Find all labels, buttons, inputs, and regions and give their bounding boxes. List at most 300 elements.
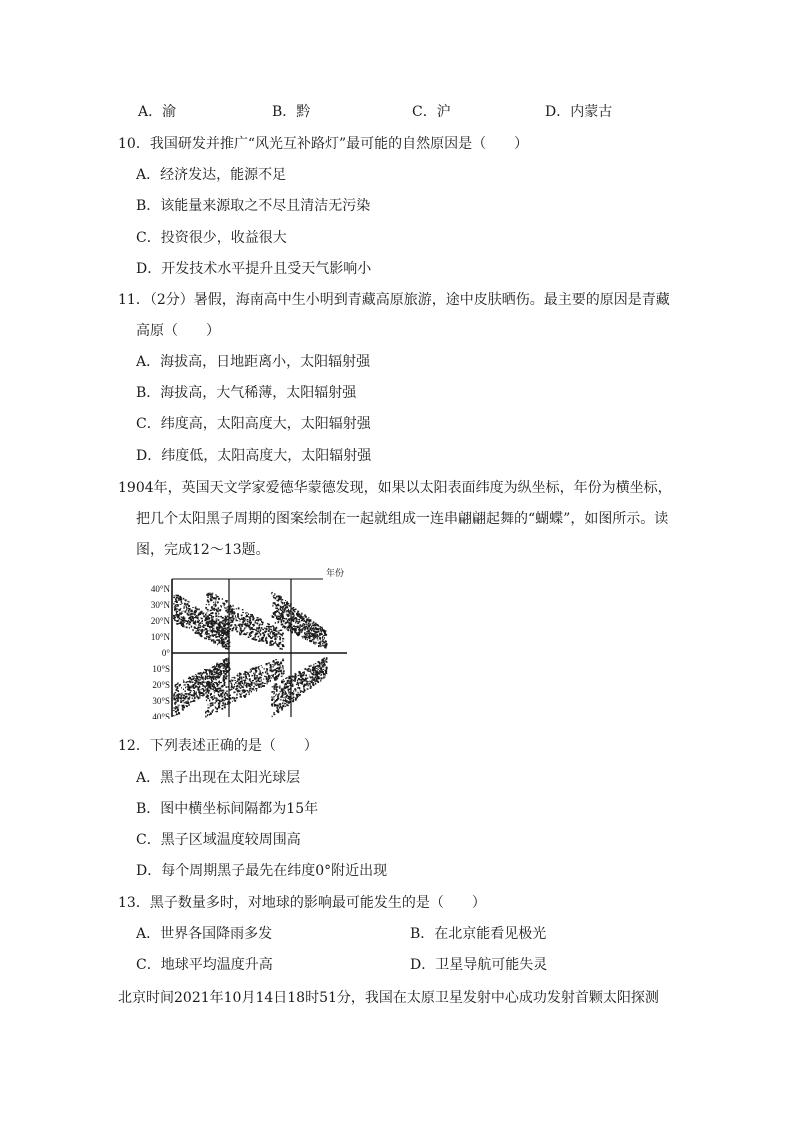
sunspot-dot — [273, 713, 274, 715]
sunspot-dot — [318, 643, 319, 644]
sunspot-dot — [216, 639, 218, 641]
sunspot-dot — [252, 688, 254, 690]
sunspot-dot — [214, 623, 215, 624]
sunspot-dot — [251, 691, 252, 692]
sunspot-dot — [282, 635, 283, 637]
butterfly-diagram-svg — [143, 567, 348, 719]
sunspot-dot — [213, 669, 215, 671]
sunspot-dot — [314, 670, 316, 672]
sunspot-dot — [259, 677, 260, 679]
sunspot-dot — [292, 612, 294, 613]
sunspot-dot — [308, 684, 310, 685]
sunspot-dot — [324, 664, 326, 666]
sunspot-dot — [214, 671, 215, 673]
sunspot-dot — [250, 614, 252, 615]
sunspot-dot — [310, 681, 311, 683]
sunspot-dot — [229, 628, 231, 630]
sunspot-dot — [173, 710, 175, 711]
sunspot-dot — [234, 699, 235, 701]
sunspot-dot — [225, 639, 227, 640]
sunspot-dot — [211, 608, 213, 610]
sunspot-dot — [189, 611, 191, 612]
sunspot-dot — [201, 629, 203, 631]
sunspot-dot — [189, 617, 191, 618]
sunspot-dot — [253, 682, 255, 683]
sunspot-dot — [201, 611, 203, 613]
q13-option-a: A．世界各国降雨多发 — [136, 926, 273, 942]
sunspot-dot — [211, 631, 213, 633]
sunspot-dot — [276, 689, 278, 691]
sunspot-dot — [242, 619, 244, 621]
sunspot-dot — [227, 619, 229, 621]
sunspot-dot — [205, 711, 207, 712]
sunspot-dot — [316, 678, 318, 680]
sunspot-dot — [248, 636, 250, 638]
sunspot-dot — [178, 614, 180, 615]
sunspot-dot — [272, 625, 274, 627]
sunspot-dot — [208, 622, 210, 623]
sunspot-dot — [218, 707, 219, 709]
sunspot-dot — [261, 685, 262, 687]
sunspot-dot — [280, 648, 282, 650]
sunspot-dot — [180, 701, 181, 703]
sunspot-dot — [291, 620, 293, 622]
sunspot-dot — [271, 637, 272, 639]
sunspot-dot — [205, 616, 206, 617]
sunspot-dot — [313, 664, 314, 665]
sunspot-dot — [239, 683, 241, 685]
sunspot-dot — [275, 608, 276, 609]
sunspot-dot — [223, 641, 225, 643]
sunspot-dot — [296, 614, 298, 615]
sunspot-dot — [202, 688, 204, 690]
sunspot-dot — [258, 685, 259, 687]
sunspot-dot — [270, 629, 272, 630]
sunspot-dot — [276, 676, 277, 677]
sunspot-dot — [211, 679, 212, 681]
sunspot-dot — [222, 646, 224, 648]
sunspot-dot — [282, 620, 283, 622]
sunspot-dot — [280, 630, 281, 631]
sunspot-dot — [182, 693, 183, 695]
sunspot-dot — [323, 664, 324, 666]
sunspot-dot — [226, 698, 228, 700]
sunspot-dot — [243, 673, 245, 674]
sunspot-dot — [197, 688, 199, 690]
sunspot-dot — [186, 609, 187, 611]
sunspot-dot — [261, 679, 262, 680]
sunspot-dot — [288, 603, 289, 604]
sunspot-dot — [271, 668, 272, 669]
sunspot-dot — [274, 665, 275, 666]
sunspot-dot — [289, 694, 291, 696]
sunspot-dot — [225, 644, 227, 646]
sunspot-dot — [284, 684, 285, 686]
sunspot-dot — [180, 700, 181, 701]
sunspot-dot — [214, 631, 216, 632]
sunspot-dot — [183, 598, 185, 600]
sunspot-dot — [274, 679, 275, 681]
sunspot-dot — [213, 689, 214, 690]
sunspot-dot — [215, 601, 216, 602]
sunspot-dot — [305, 634, 307, 635]
sunspot-dot — [246, 678, 248, 679]
sunspot-dot — [233, 609, 234, 610]
sunspot-dot — [250, 683, 252, 684]
sunspot-dot — [320, 646, 321, 647]
sunspot-dot — [246, 614, 247, 616]
sunspot-dot — [200, 689, 201, 690]
sunspot-dot — [236, 631, 238, 633]
sunspot-dot — [224, 637, 226, 638]
sunspot-dot — [228, 626, 230, 628]
sunspot-dot — [195, 617, 197, 619]
sunspot-dot — [229, 663, 230, 664]
sunspot-dot — [281, 602, 283, 604]
sunspot-dot — [276, 694, 277, 695]
sunspot-dot — [214, 641, 215, 642]
sunspot-dot — [214, 676, 216, 677]
sunspot-dot — [215, 634, 216, 636]
sunspot-dot — [194, 676, 195, 677]
sunspot-dot — [175, 684, 177, 686]
sunspot-dot — [286, 618, 287, 620]
sunspot-dot — [210, 686, 211, 687]
sunspot-dot — [318, 669, 319, 670]
sunspot-dot — [218, 607, 220, 609]
sunspot-dot — [266, 628, 268, 630]
sunspot-dot — [185, 701, 187, 702]
sunspot-dot — [241, 676, 242, 678]
sunspot-dot — [321, 659, 323, 661]
sunspot-dot — [259, 624, 260, 626]
sunspot-dot — [279, 707, 280, 709]
sunspot-dot — [188, 605, 190, 607]
sunspot-dot — [177, 708, 179, 710]
sunspot-dot — [271, 670, 272, 672]
sunspot-dot — [206, 685, 207, 687]
sunspot-dot — [245, 678, 246, 679]
sunspot-dot — [218, 674, 220, 676]
sunspot-dot — [238, 616, 240, 617]
sunspot-dot — [214, 665, 215, 666]
sunspot-dot — [191, 701, 192, 702]
sunspot-dot — [322, 643, 323, 645]
sunspot-dot — [298, 626, 300, 627]
sunspot-dot — [220, 630, 222, 631]
sunspot-dot — [229, 695, 231, 696]
sunspot-dot — [210, 688, 211, 689]
sunspot-dot — [174, 595, 175, 596]
sunspot-dot — [216, 672, 217, 674]
sunspot-dot — [279, 638, 280, 640]
sunspot-dot — [249, 634, 251, 636]
sunspot-dot — [209, 626, 211, 628]
sunspot-dot — [179, 685, 180, 687]
sunspot-dot — [288, 690, 289, 692]
sunspot-dot — [183, 698, 185, 700]
sunspot-dot — [284, 693, 286, 694]
sunspot-dot — [274, 692, 275, 694]
sunspot-dot — [283, 679, 284, 680]
sunspot-dot — [307, 635, 308, 637]
sunspot-dot — [306, 681, 308, 682]
sunspot-dot — [308, 685, 309, 686]
sunspot-dot — [265, 638, 267, 639]
sunspot-dot — [216, 615, 218, 617]
sunspot-dot — [211, 681, 212, 683]
sunspot-dot — [203, 680, 204, 681]
sunspot-dot — [258, 669, 260, 670]
sunspot-dot — [186, 626, 188, 628]
sunspot-dot — [275, 685, 277, 686]
sunspot-dot — [226, 601, 227, 603]
sunspot-dot — [228, 675, 230, 676]
sunspot-dot — [311, 641, 313, 642]
sunspot-dot — [184, 691, 186, 692]
sunspot-dot — [248, 685, 249, 686]
sunspot-dot — [310, 632, 311, 634]
sunspot-dot — [175, 696, 177, 697]
sunspot-dot — [211, 623, 213, 625]
sunspot-dot — [319, 626, 321, 627]
sunspot-dot — [176, 706, 178, 708]
sunspot-dot — [264, 668, 265, 670]
sunspot-dot — [183, 623, 184, 625]
sunspot-dot — [282, 676, 283, 677]
sunspot-dot — [219, 639, 220, 641]
sunspot-dot — [234, 697, 235, 699]
sunspot-dot — [191, 626, 193, 628]
sunspot-dot — [238, 607, 240, 609]
sunspot-dot — [300, 683, 302, 684]
sunspot-dot — [218, 598, 220, 600]
sunspot-dot — [274, 629, 275, 631]
sunspot-dot — [196, 625, 197, 626]
sunspot-dot — [277, 707, 278, 709]
sunspot-dot — [214, 690, 216, 691]
sunspot-dot — [218, 666, 219, 668]
sunspot-dot — [175, 686, 176, 688]
sunspot-dot — [296, 620, 298, 621]
sunspot-dot — [286, 686, 288, 688]
sunspot-dot — [289, 605, 291, 607]
sunspot-dot — [206, 700, 207, 702]
sunspot-dot — [203, 672, 204, 674]
sunspot-dot — [178, 609, 179, 611]
sunspot-dot — [175, 700, 177, 701]
sunspot-dot — [318, 676, 320, 678]
sunspot-dot — [173, 715, 174, 716]
sunspot-dot — [302, 672, 304, 674]
sunspot-dot — [271, 699, 273, 700]
sunspot-dot — [281, 600, 282, 602]
sunspot-dot — [273, 661, 275, 663]
sunspot-dot — [282, 665, 284, 666]
sunspot-dot — [266, 626, 268, 627]
sunspot-dot — [304, 629, 306, 630]
sunspot-dot — [223, 704, 225, 705]
sunspot-dot — [278, 618, 280, 619]
sunspot-dot — [237, 675, 238, 676]
sunspot-dot — [276, 643, 277, 644]
sunspot-dot — [259, 638, 261, 639]
sunspot-dot — [217, 699, 219, 700]
sunspot-dot — [268, 662, 270, 663]
sunspot-dot — [311, 680, 312, 682]
sunspot-dot — [291, 617, 293, 619]
sunspot-dot — [184, 695, 185, 696]
sunspot-dot — [218, 675, 219, 677]
sunspot-dot — [187, 698, 189, 700]
sunspot-dot — [215, 707, 216, 709]
sunspot-dot — [225, 621, 226, 623]
sunspot-dot — [278, 605, 280, 606]
sunspot-dot — [303, 618, 304, 620]
sunspot-dot — [174, 606, 175, 607]
sunspot-dot — [224, 683, 226, 685]
sunspot-dot — [315, 627, 317, 629]
sunspot-dot — [197, 628, 199, 629]
intro-line-3: 图，完成12～13题。 — [136, 542, 270, 558]
sunspot-dot — [175, 708, 177, 710]
sunspot-dot — [232, 628, 234, 630]
q10-option-a: A．经济发达，能源不足 — [136, 167, 287, 183]
sunspot-dot — [312, 633, 314, 635]
sunspot-dot — [228, 658, 230, 659]
sunspot-dot — [290, 680, 292, 681]
sunspot-dot — [225, 692, 226, 693]
sunspot-dot — [270, 636, 271, 638]
sunspot-dot — [294, 630, 296, 632]
sunspot-dot — [268, 626, 270, 628]
sunspot-dot — [285, 698, 286, 700]
sunspot-dot — [306, 623, 308, 624]
q13-option-b: B．在北京能看见极光 — [410, 926, 547, 942]
sunspot-dot — [229, 646, 231, 647]
sunspot-dot — [216, 610, 218, 612]
sunspot-dot — [273, 602, 275, 604]
sunspot-dot — [253, 686, 255, 687]
sunspot-dot — [235, 625, 237, 626]
sunspot-dot — [211, 627, 213, 628]
sunspot-dot — [203, 690, 204, 692]
sunspot-dot — [235, 615, 236, 617]
sunspot-dot — [176, 604, 177, 605]
sunspot-dot — [216, 701, 218, 702]
sunspot-dot — [287, 610, 288, 612]
sunspot-dot — [240, 696, 242, 698]
sunspot-dot — [211, 671, 213, 673]
sunspot-dot — [219, 703, 220, 704]
sunspot-dot — [182, 625, 183, 627]
sunspot-dot — [270, 666, 272, 668]
sunspot-dot — [314, 631, 315, 632]
sunspot-dot — [305, 617, 306, 618]
sunspot-dot — [297, 621, 299, 622]
sunspot-dot — [177, 606, 179, 607]
sunspot-dot — [189, 621, 191, 622]
sunspot-dot — [265, 671, 266, 673]
sunspot-dot — [249, 620, 251, 622]
sunspot-dot — [324, 641, 326, 643]
sunspot-dot — [295, 626, 297, 627]
sunspot-dot — [246, 626, 247, 628]
sunspot-dot — [276, 662, 278, 663]
q10-stem: 10．我国研发并推广“风光互补路灯”最可能的自然原因是（ ） — [118, 136, 529, 152]
sunspot-dot — [254, 684, 256, 685]
y-tick-label: 30°S — [152, 696, 170, 706]
sunspot-dot — [322, 630, 323, 632]
sunspot-dot — [204, 690, 205, 691]
sunspot-dot — [178, 595, 180, 596]
sunspot-dot — [222, 702, 224, 704]
sunspot-dot — [278, 612, 280, 613]
sunspot-dot — [197, 627, 198, 628]
sunspot-dot — [215, 599, 217, 600]
sunspot-dot — [187, 613, 189, 615]
sunspot-dot — [279, 636, 280, 637]
sunspot-dot — [309, 681, 310, 682]
sunspot-dot — [282, 614, 284, 615]
sunspot-dot — [238, 687, 239, 688]
sunspot-dot — [252, 638, 254, 640]
sunspot-dot — [308, 623, 309, 625]
sunspot-dot — [281, 624, 283, 626]
sunspot-dot — [233, 686, 235, 687]
sunspot-dot — [297, 627, 298, 628]
sunspot-dot — [318, 636, 319, 637]
sunspot-dot — [288, 692, 289, 694]
sunspot-dot — [282, 659, 283, 660]
sunspot-dot — [300, 624, 301, 626]
sunspot-dot — [325, 659, 327, 660]
sunspot-dot — [288, 627, 289, 628]
sunspot-dot — [277, 698, 279, 700]
sunspot-dot — [282, 693, 284, 695]
sunspot-dot — [175, 605, 177, 607]
sunspot-dot — [208, 604, 209, 606]
sunspot-dot — [202, 613, 204, 614]
sunspot-dot — [325, 672, 327, 673]
q9-option-a: A．渝 — [138, 104, 177, 120]
sunspot-dot — [225, 658, 227, 660]
sunspot-dot — [176, 711, 178, 712]
sunspot-dot — [281, 669, 282, 670]
sunspot-dot — [206, 673, 207, 675]
next-question-intro: 北京时间2021年10月14日18时51分，我国在太原卫星发射中心成功发射首颗太阳探测 — [118, 990, 659, 1006]
sunspot-dot — [264, 676, 266, 677]
sunspot-dot — [231, 630, 233, 632]
sunspot-dot — [256, 683, 257, 684]
sunspot-dot — [264, 628, 265, 629]
sunspot-dot — [220, 626, 221, 627]
sunspot-dot — [280, 596, 282, 598]
sunspot-dot — [298, 685, 299, 687]
sunspot-dot — [206, 607, 207, 609]
sunspot-dot — [284, 611, 285, 613]
sunspot-dot — [277, 676, 279, 678]
sunspot-dot — [321, 670, 323, 672]
sunspot-dot — [290, 629, 292, 630]
sunspot-dot — [205, 675, 206, 677]
sunspot-dot — [227, 607, 229, 608]
sunspot-dot — [224, 659, 225, 660]
sunspot-dot — [297, 634, 299, 636]
sunspot-dot — [175, 703, 176, 705]
sunspot-dot — [297, 683, 298, 684]
sunspot-dot — [245, 633, 246, 634]
